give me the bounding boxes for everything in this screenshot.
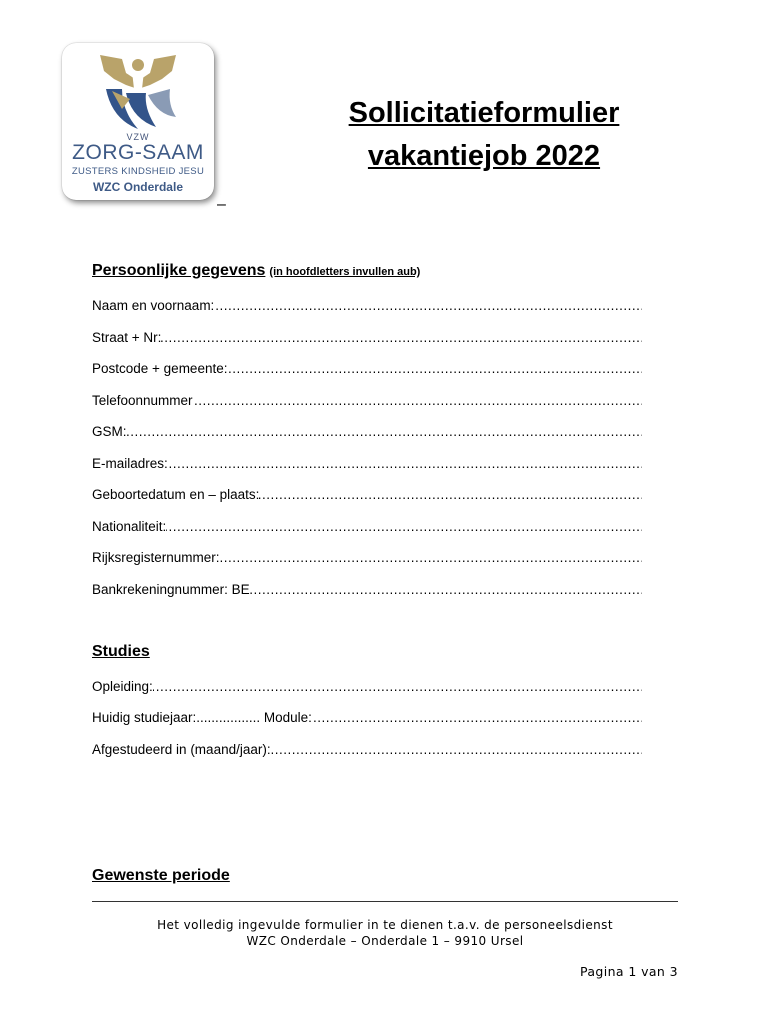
logo-organization-name: ZORG-SAAM	[72, 141, 204, 164]
organization-logo	[62, 43, 214, 200]
field-education[interactable]	[92, 679, 642, 694]
title-line-2: vakantiejob 2022	[367, 140, 601, 172]
field-birth[interactable]	[92, 487, 642, 502]
field-label: GSM:	[92, 424, 127, 439]
period-section-heading: Gewenste periode	[92, 867, 230, 884]
footer-text	[92, 917, 678, 949]
field-study-year[interactable]	[92, 710, 642, 725]
field-national-register[interactable]	[92, 550, 642, 565]
dash-mark: –	[217, 196, 226, 213]
field-graduated[interactable]	[92, 742, 642, 757]
footer-line-1: Het volledig ingevulde formulier in te dienen t.a.v. de personeelsdienst	[157, 918, 613, 932]
field-postcode[interactable]	[92, 361, 642, 376]
field-name[interactable]	[92, 298, 642, 313]
field-bank-account[interactable]	[92, 582, 642, 597]
field-label: Straat + Nr:	[92, 330, 162, 345]
field-label: E-mailadres:	[92, 456, 168, 471]
field-label: Geboortedatum en – plaats:	[92, 487, 260, 502]
field-email[interactable]	[92, 456, 642, 471]
field-label: Afgestudeerd in (maand/jaar):	[92, 742, 271, 757]
field-label: Naam en voornaam:	[92, 298, 215, 313]
field-nationality[interactable]	[92, 519, 642, 534]
field-label: Rijksregisternummer:	[92, 550, 220, 565]
logo-subtitle: ZUSTERS KINDSHEID JESU	[71, 166, 205, 177]
field-label: Huidig studiejaar:................. Module:	[92, 710, 312, 725]
logo-site-name: WZC Onderdale	[92, 180, 183, 194]
footer-line-2: WZC Onderdale – Onderdale 1 – 9910 Ursel	[246, 934, 524, 948]
personal-heading-note: (in hoofdletters invullen aub)	[269, 266, 421, 278]
title-line-1: Sollicitatieformulier	[348, 97, 620, 129]
studies-section-heading: Studies	[92, 643, 150, 660]
field-telephone[interactable]	[92, 393, 642, 408]
field-label: Postcode + gemeente:	[92, 361, 228, 376]
field-gsm[interactable]	[92, 424, 642, 439]
field-label: Bankrekeningnummer: BE	[92, 582, 250, 597]
footer-divider	[92, 901, 678, 902]
personal-section-heading	[92, 262, 420, 280]
document-title	[318, 92, 650, 178]
page-number: Pagina 1 van 3	[579, 964, 678, 979]
field-label: Nationaliteit:	[92, 519, 167, 534]
field-label: Telefoonnummer	[92, 393, 193, 408]
personal-heading-text: Persoonlijke gegevens	[92, 262, 266, 279]
logo-emblem-icon	[92, 49, 184, 133]
field-street[interactable]	[92, 330, 642, 345]
logo-vzw-text: VZW	[126, 132, 150, 142]
field-label: Opleiding:	[92, 679, 153, 694]
